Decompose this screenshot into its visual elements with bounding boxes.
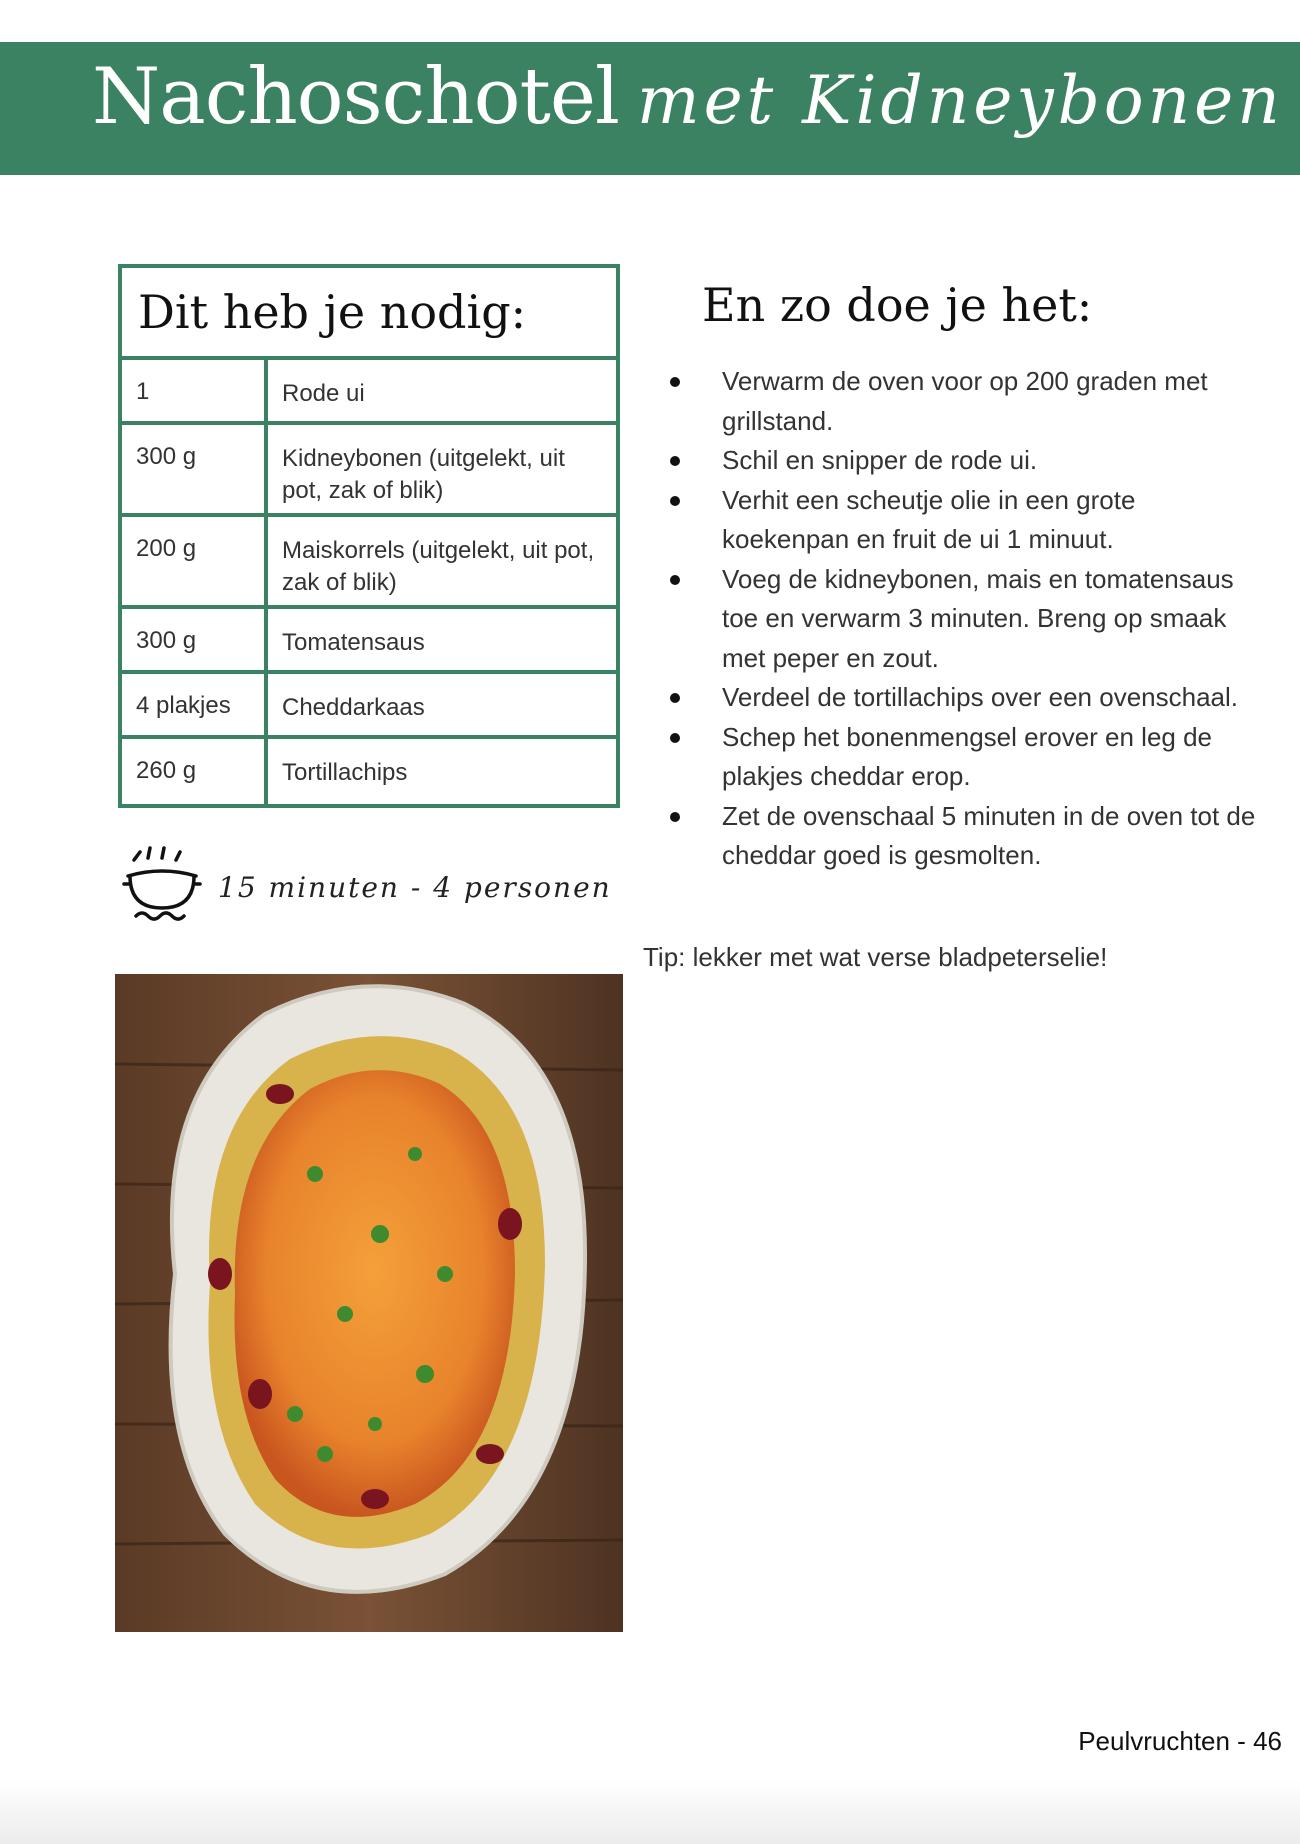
ingredients-heading: Dit heb je nodig:	[122, 268, 616, 360]
tip-text: Tip: lekker met wat verse bladpeterselie!	[643, 942, 1108, 972]
step-item: Schep het bonenmengsel erover en leg de plakjes cheddar erop.	[664, 718, 1264, 797]
step-item: Verdeel de tortillachips over een ovenschaal.	[664, 678, 1264, 718]
title-script: met Kidneybonen	[637, 62, 1284, 139]
ingredients-table	[118, 264, 620, 808]
ingredient-qty: 300 g	[122, 425, 268, 513]
ingredient-name: Kidneybonen (uitgelekt, uit pot, zak of blik)	[282, 445, 565, 504]
ingredient-qty: 1	[122, 360, 268, 421]
ingredient-row	[122, 739, 616, 804]
time-servings	[120, 846, 612, 928]
ingredient-name: Maiskorrels (uitgelekt, uit pot, zak of blik)	[282, 537, 595, 596]
page-bottom-shade	[0, 1780, 1300, 1844]
ingredient-row	[122, 674, 616, 739]
cooking-pot-icon	[120, 846, 204, 928]
ingredient-qty: 300 g	[122, 609, 268, 670]
time-servings-text: 15 minuten - 4 personen	[218, 870, 612, 904]
ingredient-row	[122, 517, 616, 609]
step-item: Zet de ovenschaal 5 minuten in de oven tot de cheddar goed is gesmolten.	[664, 797, 1264, 876]
ingredient-name: Cheddarkaas	[282, 694, 425, 721]
dish-photo	[115, 974, 623, 1632]
step-item: Schil en snipper de rode ui.	[664, 441, 1264, 481]
ingredient-qty: 4 plakjes	[122, 674, 268, 735]
page-title	[92, 52, 1284, 142]
ingredient-name: Tomatensaus	[282, 629, 425, 656]
title-main: Nachoschotel	[92, 52, 619, 142]
page-footer: Peulvruchten - 46	[1078, 1726, 1282, 1756]
ingredient-row	[122, 609, 616, 674]
step-item: Voeg de kidneybonen, mais en tomatensaus toe en verwarm 3 minuten. Breng op smaak met peper en zout.	[664, 560, 1264, 679]
steps-list	[664, 362, 1264, 876]
ingredient-row	[122, 425, 616, 517]
step-item: Verwarm de oven voor op 200 graden met grillstand.	[664, 362, 1264, 441]
ingredient-name: Rode ui	[282, 380, 365, 407]
ingredient-qty: 200 g	[122, 517, 268, 605]
ingredient-name: Tortillachips	[282, 759, 408, 786]
steps-heading: En zo doe je het:	[702, 278, 1093, 332]
step-item: Verhit een scheutje olie in een grote koekenpan en fruit de ui 1 minuut.	[664, 481, 1264, 560]
ingredient-qty: 260 g	[122, 739, 268, 804]
ingredient-row	[122, 360, 616, 425]
